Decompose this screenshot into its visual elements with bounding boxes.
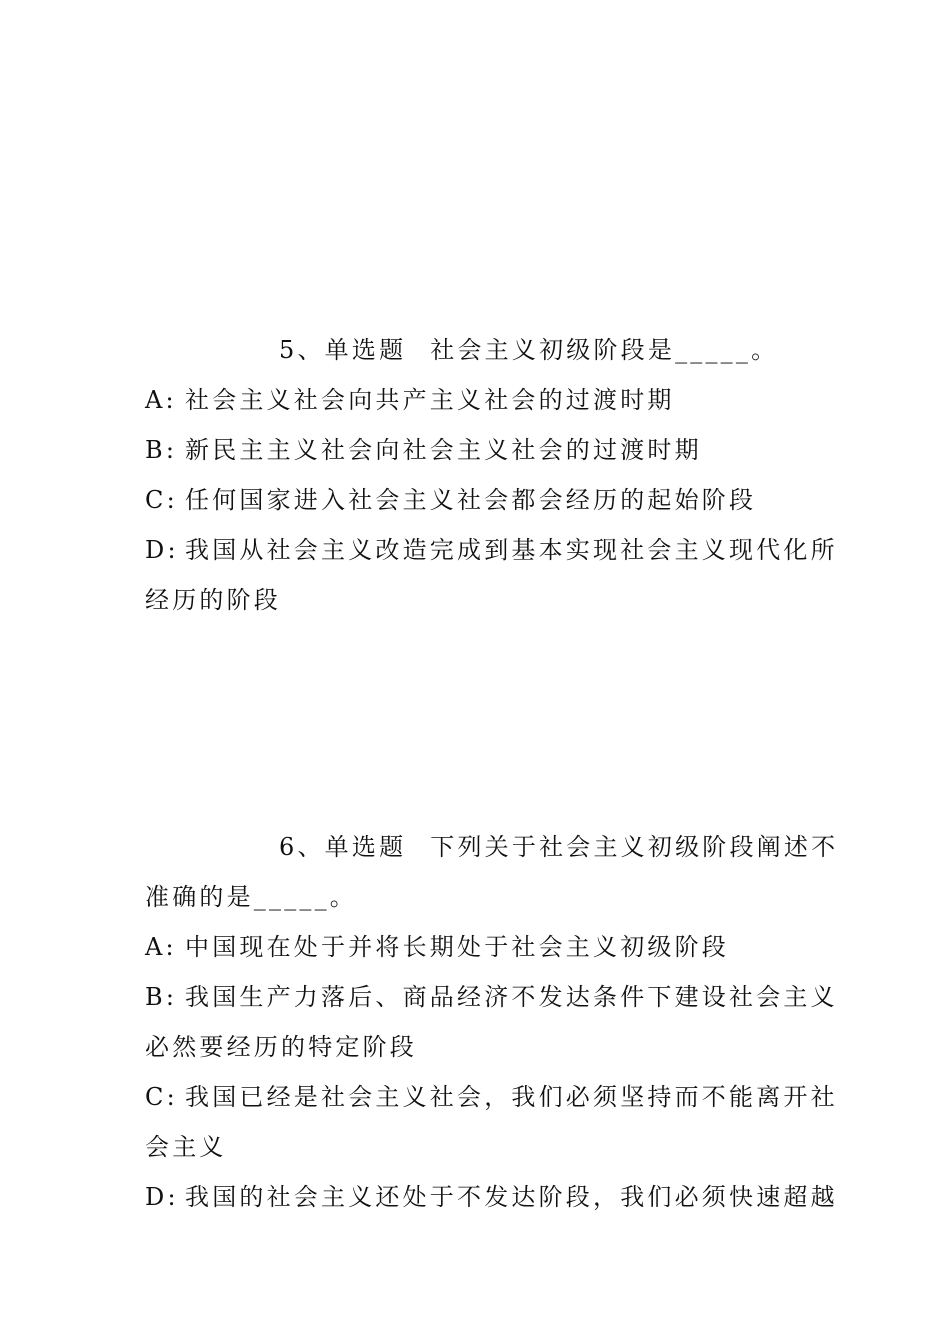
question-stem: 社会主义初级阶段是_____。 <box>430 336 779 364</box>
option-d <box>145 1172 838 1222</box>
option-text: 任何国家进入社会主义社会都会经历的起始阶段 <box>185 486 757 514</box>
question-stem-continued <box>145 872 825 922</box>
question-number: 5、 <box>279 336 325 364</box>
option-text: 社会主义社会向共产主义社会的过渡时期 <box>185 386 675 414</box>
option-letter: B: <box>145 983 178 1011</box>
option-letter: D: <box>145 1183 179 1211</box>
option-text: 我国的社会主义还处于不发达阶段，我们必须快速超越 <box>185 1183 838 1211</box>
option-text: 我国从社会主义改造完成到基本实现社会主义现代化所 <box>185 536 838 564</box>
option-letter: D: <box>145 536 179 564</box>
option-b-continued <box>145 1022 825 1072</box>
option-c <box>145 1072 838 1122</box>
option-a <box>145 922 825 972</box>
option-letter: C: <box>145 1083 178 1111</box>
question-type: 单选题 <box>324 833 407 861</box>
question-stem: 准确的是_____。 <box>145 883 357 911</box>
option-text: 必然要经历的特定阶段 <box>145 1033 417 1061</box>
option-c <box>145 475 825 525</box>
question-6 <box>145 822 839 1222</box>
question-header <box>145 325 825 375</box>
option-text: 经历的阶段 <box>145 586 281 614</box>
option-letter: B: <box>145 436 178 464</box>
question-header <box>145 822 839 872</box>
option-b <box>145 425 825 475</box>
option-text: 会主义 <box>145 1133 227 1161</box>
option-text: 我国生产力落后、商品经济不发达条件下建设社会主义 <box>185 983 838 1011</box>
option-d <box>145 525 838 575</box>
option-letter: C: <box>145 486 178 514</box>
question-number: 6、 <box>279 833 325 861</box>
option-a <box>145 375 825 425</box>
option-letter: A: <box>145 386 177 414</box>
question-stem: 下列关于社会主义初级阶段阐述不 <box>430 833 839 861</box>
option-c-continued <box>145 1122 825 1172</box>
option-text: 中国现在处于并将长期处于社会主义初级阶段 <box>185 933 729 961</box>
option-text: 我国已经是社会主义社会，我们必须坚持而不能离开社 <box>185 1083 838 1111</box>
option-b <box>145 972 838 1022</box>
option-d-continued <box>145 575 825 625</box>
question-type: 单选题 <box>324 336 407 364</box>
question-5 <box>145 325 838 625</box>
option-letter: A: <box>145 933 177 961</box>
option-text: 新民主主义社会向社会主义社会的过渡时期 <box>185 436 702 464</box>
